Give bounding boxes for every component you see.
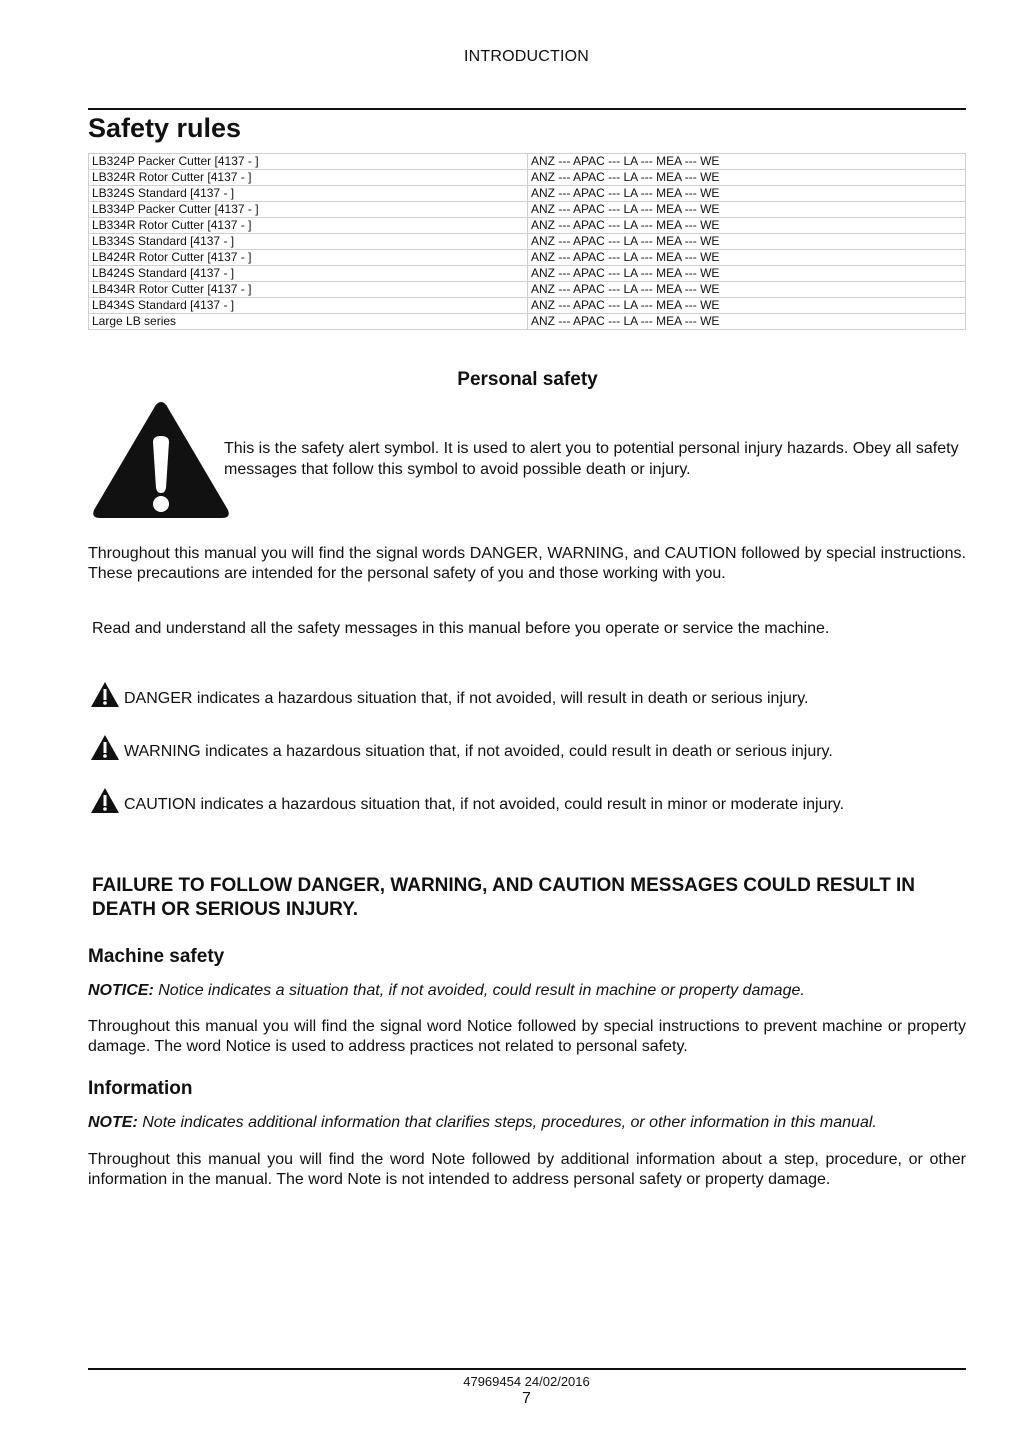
note-definition <box>88 1113 966 1133</box>
note-label: NOTE: <box>88 1114 138 1131</box>
read-understand-paragraph: Read and understand all the safety messages in this manual before you operate or service the machine. <box>92 620 830 637</box>
region-cell: ANZ --- APAC --- LA --- MEA --- WE <box>528 154 966 170</box>
applicability-table <box>88 153 966 330</box>
model-cell: LB324R Rotor Cutter [4137 - ] <box>89 170 528 186</box>
model-cell: LB434R Rotor Cutter [4137 - ] <box>89 282 528 298</box>
signal-words-paragraph: Throughout this manual you will find the signal words DANGER, WARNING, and CAUTION followed by special instructions. These precautions are intended for the personal safety of you and those working with you. <box>88 545 966 582</box>
table-row <box>89 186 966 202</box>
model-cell: LB334P Packer Cutter [4137 - ] <box>89 202 528 218</box>
model-cell: LB334R Rotor Cutter [4137 - ] <box>89 218 528 234</box>
model-cell: LB424S Standard [4137 - ] <box>89 266 528 282</box>
personal-safety-heading: Personal safety <box>457 369 598 390</box>
table-row <box>89 266 966 282</box>
model-cell: LB424R Rotor Cutter [4137 - ] <box>89 250 528 266</box>
bottom-divider <box>88 1368 966 1370</box>
table-row <box>89 314 966 330</box>
document-reference: 47969454 24/02/2016 <box>463 1374 590 1389</box>
alert-symbol-description: This is the safety alert symbol. It is used to alert you to potential personal injury hazards. Obey all safety messages that follow this symbol to avoid possible death or injury. <box>224 440 959 478</box>
region-cell: ANZ --- APAC --- LA --- MEA --- WE <box>528 202 966 218</box>
note-text: Note indicates additional information that clarifies steps, procedures, or other information in this manual. <box>142 1114 877 1131</box>
model-cell: LB434S Standard [4137 - ] <box>89 298 528 314</box>
table-row <box>89 202 966 218</box>
notice-definition <box>88 981 966 1001</box>
region-cell: ANZ --- APAC --- LA --- MEA --- WE <box>528 250 966 266</box>
region-cell: ANZ --- APAC --- LA --- MEA --- WE <box>528 282 966 298</box>
caution-text: CAUTION indicates a hazardous situation that, if not avoided, could result in minor or moderate injury. <box>124 796 845 813</box>
notice-text: Notice indicates a situation that, if not avoided, could result in machine or property damage. <box>158 982 805 999</box>
table-row <box>89 170 966 186</box>
model-cell: Large LB series <box>89 314 528 330</box>
note-paragraph: Throughout this manual you will find the word Note followed by additional information about a step, procedure, or other information in the manual. The word Note is not intended to address personal safety or property damage. <box>88 1151 966 1188</box>
table-row <box>89 234 966 250</box>
warning-statement <box>90 734 833 762</box>
information-heading: Information <box>88 1078 193 1099</box>
region-cell: ANZ --- APAC --- LA --- MEA --- WE <box>528 234 966 250</box>
region-cell: ANZ --- APAC --- LA --- MEA --- WE <box>528 186 966 202</box>
model-cell: LB324S Standard [4137 - ] <box>89 186 528 202</box>
page-number: 7 <box>522 1390 531 1407</box>
notice-label: NOTICE: <box>88 982 154 999</box>
notice-paragraph: Throughout this manual you will find the signal word Notice followed by special instructions to prevent machine or property damage. The word Notice is used to address practices not related to personal safety. <box>88 1018 966 1055</box>
table-row <box>89 218 966 234</box>
region-cell: ANZ --- APAC --- LA --- MEA --- WE <box>528 170 966 186</box>
caution-statement <box>90 787 844 815</box>
region-cell: ANZ --- APAC --- LA --- MEA --- WE <box>528 218 966 234</box>
table-row <box>89 282 966 298</box>
danger-statement <box>90 681 809 709</box>
region-cell: ANZ --- APAC --- LA --- MEA --- WE <box>528 266 966 282</box>
running-header: INTRODUCTION <box>463 48 590 65</box>
failure-warning: FAILURE TO FOLLOW DANGER, WARNING, AND CAUTION MESSAGES COULD RESULT IN DEATH OR SERIOUS INJURY. <box>92 875 915 920</box>
warning-text: WARNING indicates a hazardous situation that, if not avoided, could result in death or serious injury. <box>124 743 833 760</box>
warning-triangle-icon <box>90 398 232 522</box>
table-row <box>89 250 966 266</box>
warning-icon <box>90 734 120 762</box>
page-title: Safety rules <box>88 113 242 143</box>
table-row <box>89 298 966 314</box>
caution-warning-icon <box>90 787 120 815</box>
machine-safety-heading: Machine safety <box>88 946 225 967</box>
model-cell: LB324P Packer Cutter [4137 - ] <box>89 154 528 170</box>
region-cell: ANZ --- APAC --- LA --- MEA --- WE <box>528 314 966 330</box>
region-cell: ANZ --- APAC --- LA --- MEA --- WE <box>528 298 966 314</box>
model-cell: LB334S Standard [4137 - ] <box>89 234 528 250</box>
top-divider <box>88 108 966 110</box>
danger-text: DANGER indicates a hazardous situation that, if not avoided, will result in death or serious injury. <box>124 690 809 707</box>
danger-warning-icon <box>90 681 120 709</box>
table-row <box>89 154 966 170</box>
